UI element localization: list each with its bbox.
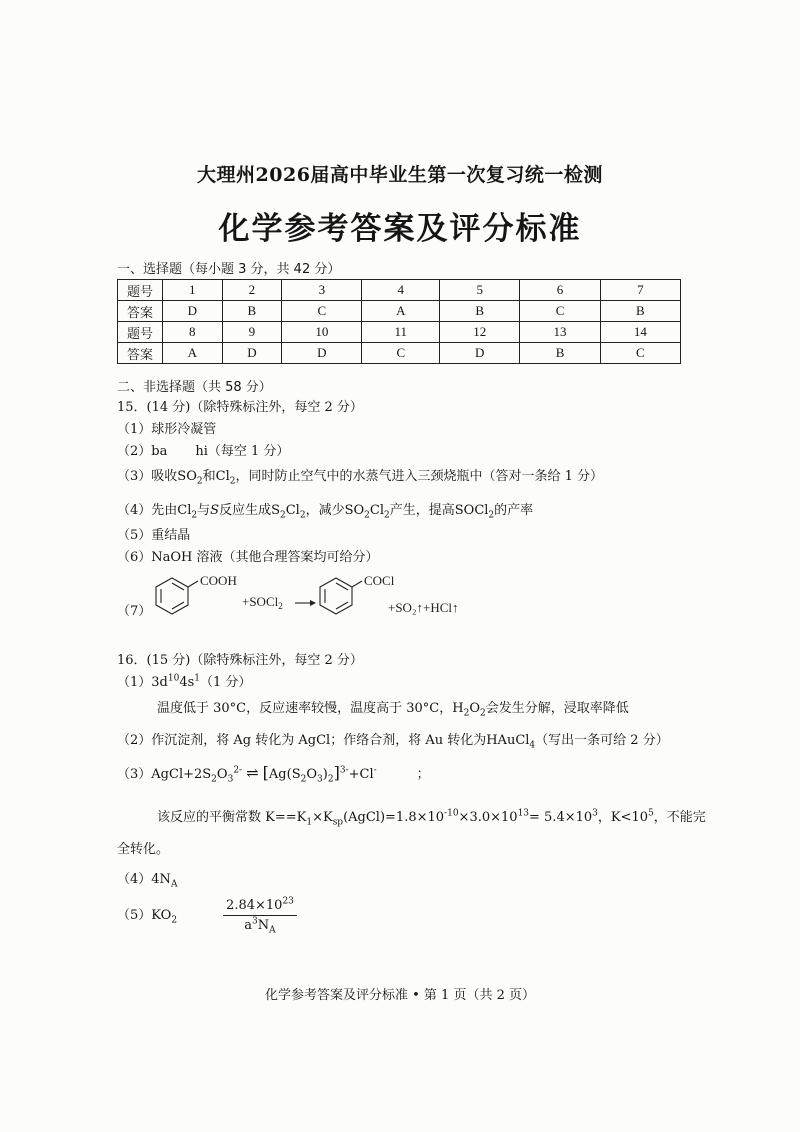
table-cell: 2 [222,280,282,301]
table-cell: D [163,301,223,322]
table-row [118,322,681,343]
table-row [118,301,681,322]
table-cell: B [222,301,282,322]
q15-answer-3: （3）吸收$SO_2$和$Cl_2$，同时防止空气中的水蒸气进入三颈烧瓶中（答对一条给 1 分） [117,469,604,487]
table-cell: C [520,301,600,322]
q16-header: 16．(15 分)（除特殊标注外，每空 2 分） [117,653,363,668]
table-cell: 3 [282,280,362,301]
table-row-header: 题号 [118,280,163,301]
benzoyl-chloride-structure [320,578,362,614]
table-cell: C [600,343,680,364]
page-footer: 化学参考答案及评分标准 • 第 1 页（共 2 页） [264,988,535,1003]
table-row [118,280,681,301]
table-cell: 4 [362,280,440,301]
table-cell: 12 [440,322,520,343]
density-fraction: $\frac{2.84\times 10^{23}}{a^3N_A}$ [223,898,297,933]
table-cell: B [440,301,520,322]
reaction-arrow [295,600,316,606]
cocl-group: COCl [364,573,395,588]
table-cell: C [282,301,362,322]
answer-table [117,279,681,364]
q15-answer-1: （1）球形冷凝管 [117,422,217,437]
q16-answer-3-conclusion: 全转化。 [117,842,170,857]
q16-answer-1: $(1)3d^{10}4s^1(1$ 分） [117,673,252,690]
table-cell: A [163,343,223,364]
part1-heading: 一、选择题（每小题 3 分，共 42 分） [117,262,341,277]
q15-reaction-scheme [150,568,480,626]
q15-answer-2: （2）ba hi（每空 1 分） [117,444,290,459]
equilibrium-arrow: ⇌ [246,764,259,782]
table-cell: B [520,343,600,364]
table-row-header: 答案 [118,343,163,364]
table-cell: C [362,343,440,364]
table-cell: 13 [520,322,600,343]
q15-header: 15．(14 分)（除特殊标注外，每空 2 分） [117,400,363,415]
benzoic-acid-structure [156,578,198,614]
table-cell: D [222,343,282,364]
table-cell: 7 [600,280,680,301]
q15-answer-5: （5）重结晶 [117,528,191,543]
q16-answer-1-explanation: 温度低于 30°C，反应速率较慢，温度高于 30°C，$H_2O_2$会发生分解，浸取率降低 [157,701,629,719]
table-cell: B [600,301,680,322]
table-cell: 10 [282,322,362,343]
table-cell: 9 [222,322,282,343]
table-cell: 5 [440,280,520,301]
q16-answer-3-constant: 该反应的平衡常数 $K==K_1\times K_{sp}(AgCl)=1.8\times 10^{-10}\times 3.0\times 10^{13}= 5.4\times 10^3$，$K<10^5$，不能完 [157,808,706,828]
q16-answer-3-equation: $(3)AgCl+2S_2O_3^{2-}$ ⇌ $[Ag(S_2O_3)_2]^{3-}+Cl^-$ ； [117,763,430,785]
table-cell: 1 [163,280,223,301]
q16-answer-2: （2）作沉淀剂，将 Ag 转化为 AgCl；作络合剂，将 Au 转化为HAuCl$_4$（写出一条可给 2 分） [117,733,669,751]
table-cell: A [362,301,440,322]
table-cell: D [282,343,362,364]
q16-answer-5: $(5)KO_2$ $\frac{2.84\times 10^{23}}{a^3N_A}$ [117,898,297,933]
table-cell: 11 [362,322,440,343]
table-cell: 8 [163,322,223,343]
cooh-group: COOH [200,573,237,588]
document-title: 化学参考答案及评分标准 [218,211,582,247]
socl2-reagent: +SOCl$_2$ [242,594,283,611]
q16-answer-4: $(4)4N_A$ [117,872,178,890]
q15-answer-7-label: （7） [117,604,152,619]
table-row-header: 题号 [118,322,163,343]
table-cell: 6 [520,280,600,301]
table-row [118,343,681,364]
table-cell: D [440,343,520,364]
table-row-header: 答案 [118,301,163,322]
part2-heading: 二、非选择题（共 58 分） [117,380,272,395]
exam-title: 大理州2026届高中毕业生第一次复习统一检测 [197,164,603,186]
q15-answer-6: （6）NaOH 溶液（其他合理答案均可给分） [117,550,379,565]
table-cell: 14 [600,322,680,343]
q15-answer-4: （4）先由$Cl_2$与S反应生成$S_2Cl_2$，减少$SO_2Cl_2$产生，提高SOCl$_2$的产率 [117,503,534,521]
products: +SO₂↑+HCl↑ [388,600,459,615]
